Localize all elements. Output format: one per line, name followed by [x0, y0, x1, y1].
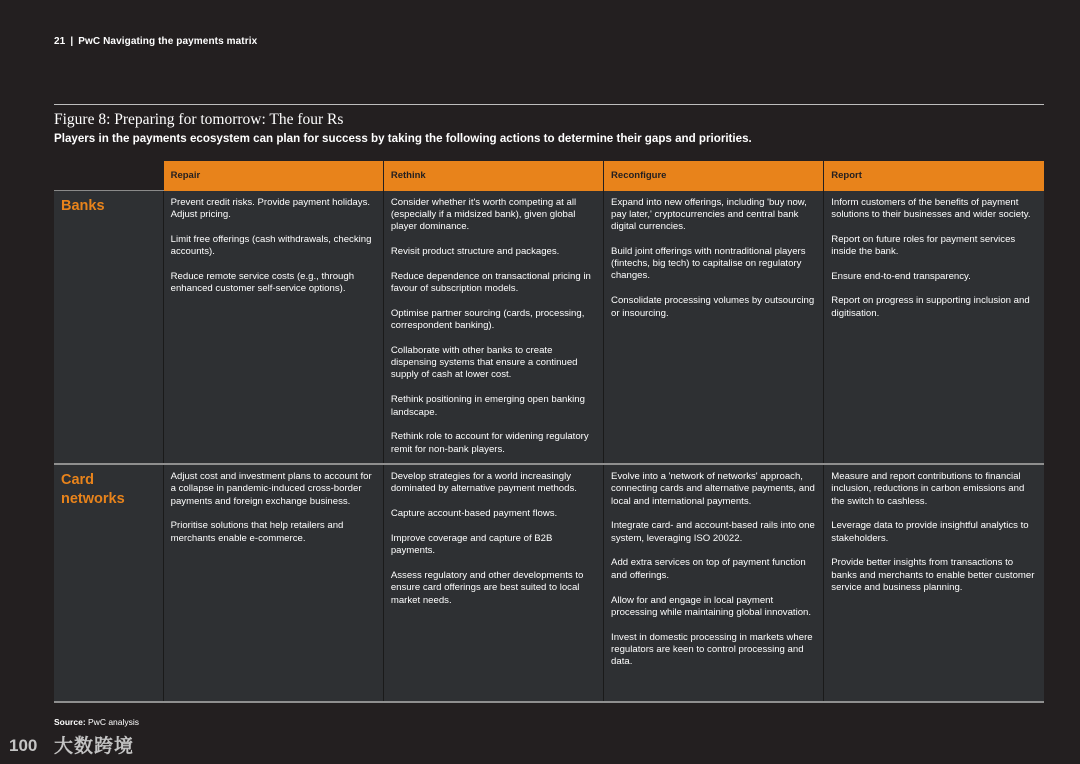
watermark-text: 大数跨境	[54, 736, 135, 757]
cell-item: Reduce dependence on transactional pricing in favour of subscription models.	[390, 270, 591, 294]
page-header	[54, 36, 257, 47]
cell-card-reconfigure	[604, 464, 824, 702]
cell-item: Ensure end-to-end transparency.	[831, 270, 971, 282]
source-text: PwC analysis	[85, 717, 140, 727]
cell-item: Evolve into a 'network of networks' approach, connecting cards and alternative payments, and local and international payments.	[611, 471, 815, 507]
top-divider	[54, 104, 1044, 105]
cell-item: Report on progress in supporting inclusion and digitisation.	[831, 295, 1030, 319]
watermark-logo-icon	[8, 733, 48, 757]
four-rs-table	[54, 161, 1044, 703]
cell-item: Integrate card- and account-based rails into one system, leveraging ISO 20022.	[611, 520, 815, 544]
cell-banks-repair	[163, 191, 383, 465]
page-number: 21	[54, 36, 66, 47]
cell-item: Leverage data to provide insightful analytics to stakeholders.	[831, 520, 1029, 544]
cell-item: Capture account-based payment flows.	[390, 508, 558, 520]
row-label-banks	[54, 191, 163, 465]
cell-item: Assess regulatory and other developments to ensure card offerings are best suited to local market needs.	[390, 569, 584, 606]
cell-item: Limit free offerings (cash withdrawals, checking accounts).	[170, 233, 372, 257]
cell-item: Improve coverage and capture of B2B payments.	[390, 532, 553, 557]
column-header-repair: Repair	[163, 161, 383, 191]
cell-item: Adjust cost and investment plans to account for a collapse in pandemic-induced cross-border payments and foreign exchange business.	[170, 471, 372, 507]
cell-item: Optimise partner sourcing (cards, processing, correspondent banking).	[390, 307, 585, 332]
cell-item: Report on future roles for payment services inside the bank.	[831, 233, 1016, 257]
header-separator: |	[70, 36, 74, 47]
row-label-line: Card	[61, 472, 95, 488]
cell-banks-reconfigure	[604, 191, 824, 465]
column-header-rethink: Rethink	[383, 161, 603, 191]
cell-item: Develop strategies for a world increasingly dominated by alternative payment methods.	[390, 471, 577, 495]
table-header-row	[54, 161, 1044, 191]
document-title: PwC Navigating the payments matrix	[78, 36, 258, 47]
cell-item: Rethink role to account for widening regulatory remit for non-bank players.	[390, 431, 589, 455]
cell-item: Expand into new offerings, including 'buy now, pay later,' cryptocurrencies and central bank digital currencies.	[611, 196, 807, 233]
cell-item: Provide better insights from transactions to banks and merchants to enable better customer service and business planning.	[831, 557, 1035, 594]
row-label-card-networks	[54, 464, 163, 702]
column-header-report: Report	[824, 161, 1044, 191]
header-corner	[54, 161, 163, 191]
table-row-card-networks	[54, 464, 1044, 702]
row-label-line: Banks	[61, 198, 105, 214]
cell-card-repair	[163, 464, 383, 702]
cell-item: Allow for and engage in local payment processing while maintaining global innovation.	[611, 594, 812, 618]
cell-item: Inform customers of the benefits of payment solutions to their businesses and wider society.	[831, 196, 1031, 220]
row-label-line: networks	[61, 490, 125, 507]
cell-item: Prevent credit risks. Provide payment holidays. Adjust pricing.	[170, 196, 371, 220]
cell-item: Reduce remote service costs (e.g., through enhanced customer self-service options).	[170, 270, 355, 294]
cell-banks-rethink	[383, 191, 603, 465]
figure-title: Figure 8: Preparing for tomorrow: The four Rs	[54, 111, 344, 128]
source-label: Source:	[54, 717, 86, 727]
column-header-reconfigure: Reconfigure	[604, 161, 824, 191]
cell-item: Rethink positioning in emerging open banking landscape.	[390, 394, 585, 418]
source-note	[54, 717, 139, 727]
watermark	[8, 731, 134, 758]
figure-subtitle: Players in the payments ecosystem can plan for success by taking the following actions to determine their gaps and priorities.	[54, 132, 752, 145]
cell-item: Consolidate processing volumes by outsourcing or insourcing.	[611, 295, 815, 319]
cell-card-rethink	[383, 464, 603, 702]
cell-item: Collaborate with other banks to create dispensing systems that ensure a continued supply of cash at lower cost.	[390, 344, 578, 381]
cell-banks-report	[824, 191, 1044, 465]
cell-item: Prioritise solutions that help retailers and merchants enable e-commerce.	[170, 520, 344, 544]
cell-item: Invest in domestic processing in markets where regulators are keen to control processing and data.	[611, 631, 813, 668]
watermark-logo-text: 100	[9, 735, 38, 755]
cell-item: Measure and report contributions to financial inclusion, reductions in carbon emissions and the switch to cashless.	[831, 471, 1025, 507]
table-row-banks	[54, 191, 1044, 465]
cell-item: Add extra services on top of payment function and offerings.	[611, 557, 806, 581]
cell-item: Consider whether it's worth competing at all (especially if a midsized bank), given global player dominance.	[390, 196, 577, 233]
cell-card-report	[824, 464, 1044, 702]
cell-item: Revisit product structure and packages.	[390, 245, 560, 257]
cell-item: Build joint offerings with nontraditional players (fintechs, big tech) to capitalise on regulatory changes.	[611, 245, 806, 282]
